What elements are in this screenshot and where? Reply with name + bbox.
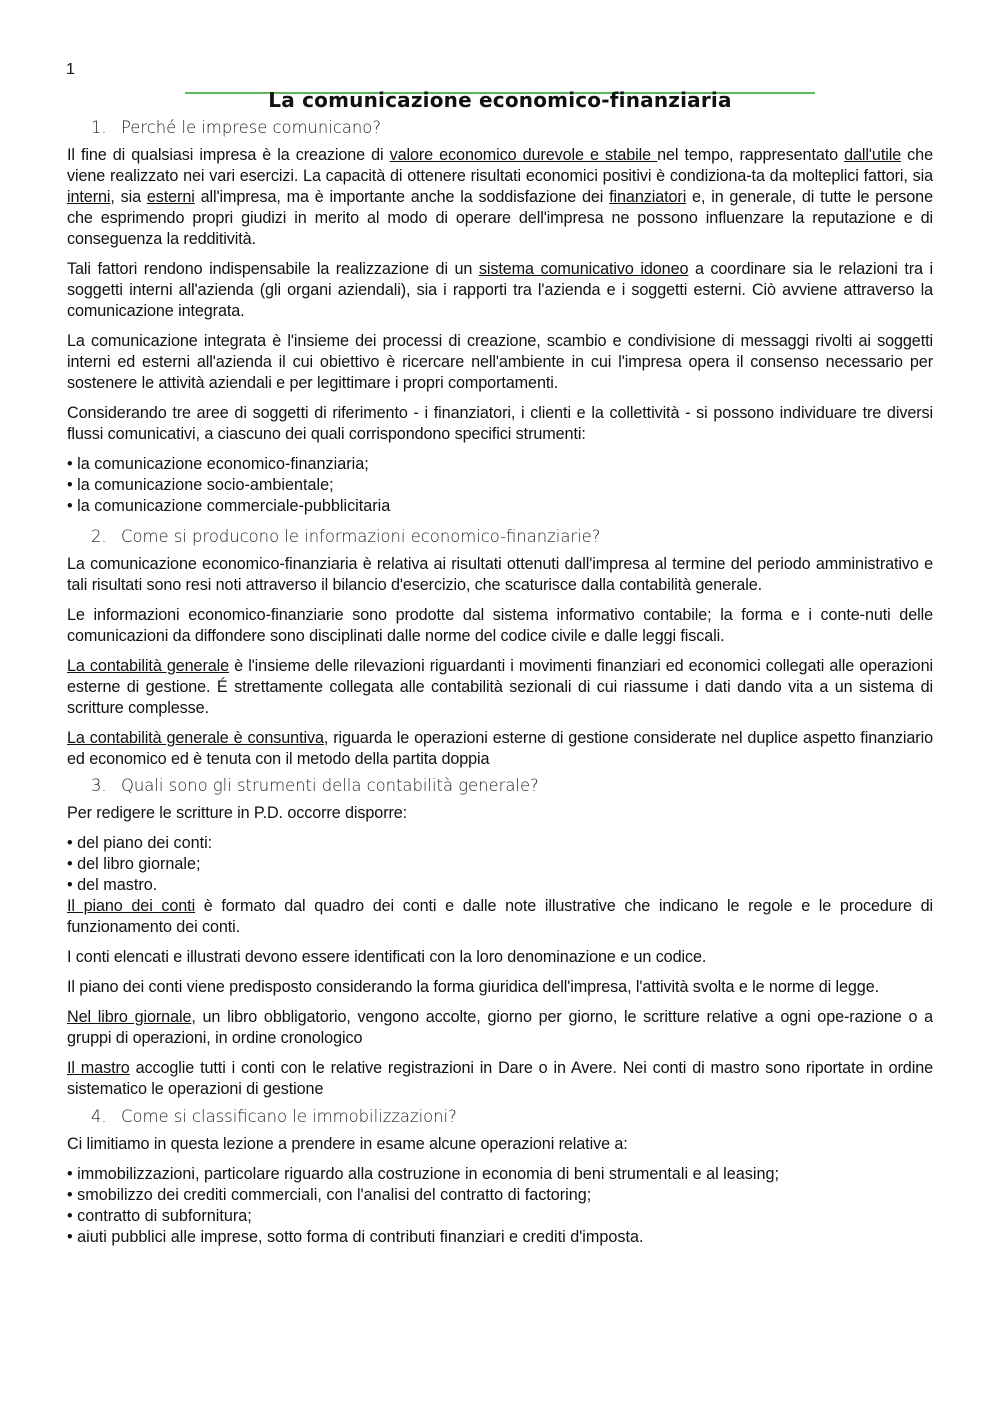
paragraph bbox=[67, 1058, 933, 1100]
text-run: all'impresa, ma è importante anche la soddisfazione dei bbox=[194, 188, 610, 206]
paragraph: I conti elencati e illustrati devono essere identificati con la loro denominazione e un codice. bbox=[67, 948, 707, 966]
bullet-list bbox=[67, 454, 933, 517]
bullet-list bbox=[67, 833, 933, 896]
section-number: 3. bbox=[91, 776, 107, 795]
underlined-term: Nel libro giornale bbox=[67, 1008, 192, 1026]
section-heading-2 bbox=[67, 526, 933, 548]
text-run: accoglie tutti i conti con le relative registrazioni in Dare o in Avere. Nei conti di mastro sono riportate in ordine sistematico le operazioni di gestione bbox=[67, 1059, 933, 1098]
list-item: • contratto di subfornitura; bbox=[67, 1206, 933, 1227]
section-heading-3 bbox=[67, 775, 933, 797]
list-item: • la comunicazione socio-ambientale; bbox=[67, 475, 933, 496]
paragraph bbox=[67, 728, 933, 770]
page-number: 1 bbox=[66, 61, 75, 78]
paragraph: Ci limitiamo in questa lezione a prendere in esame alcune operazioni relative a: bbox=[67, 1135, 628, 1153]
text-run: e, in generale, di tutte le persone che esprimendo propri giudizi in merito al modo di operare dell'impresa ne possono influenzare la reputazione e di conseguenza la redditività. bbox=[67, 188, 933, 248]
underlined-term: La contabilità generale bbox=[67, 657, 230, 675]
list-item: • la comunicazione commerciale-pubblicitaria bbox=[67, 496, 933, 517]
list-item: • immobilizzazioni, particolare riguardo alla costruzione in economia di beni strumentali e al leasing; bbox=[67, 1164, 933, 1185]
underlined-term: esterni bbox=[146, 188, 195, 206]
list-item: • del libro giornale; bbox=[67, 854, 933, 875]
section-number: 2. bbox=[91, 527, 107, 546]
paragraph: La comunicazione economico-finanziaria è relativa ai risultati ottenuti dall'impresa al termine del periodo amministrativo e tali risultati sono resi noti attraverso il bilancio d'esercizio, che scaturisce dalla contabilità generale. bbox=[67, 555, 933, 594]
list-item: • del mastro. bbox=[67, 875, 933, 896]
underlined-term: La contabilità generale è consuntiva bbox=[67, 729, 324, 747]
paragraph: La comunicazione integrata è l'insieme dei processi di creazione, scambio e condivisione di messaggi rivolti ai soggetti interni ed esterni all'azienda il cui obiettivo è ricercare nell'ambiente in cui l'impresa opera il consenso necessario per sostenere le attività aziendali e per legittimare i propri comportamenti. bbox=[67, 332, 933, 392]
underlined-term: Il mastro bbox=[67, 1059, 130, 1077]
document-body bbox=[67, 117, 933, 1257]
list-item: • la comunicazione economico-finanziaria; bbox=[67, 454, 933, 475]
text-run: , riguarda le operazioni esterne di gestione considerate nel duplice aspetto finanziario ed economico ed è tenuta con il metodo della partita doppia bbox=[67, 729, 933, 768]
section-number: 1. bbox=[91, 118, 107, 137]
section-title: Come si classificano le immobilizzazioni? bbox=[121, 1107, 457, 1126]
paragraph bbox=[67, 656, 933, 719]
text-run: è formato dal quadro dei conti e dalle note illustrative che indicano le regole e le procedure di funzionamento dei conti. bbox=[67, 897, 933, 936]
text-run: a coordinare sia le relazioni tra i soggetti interni all'azienda (gli organi aziendali), sia i rapporti tra l'azienda e i soggetti esterni. Ciò avviene attraverso la comunicazione integrata. bbox=[67, 260, 933, 320]
underlined-term: finanziatori bbox=[609, 188, 687, 206]
page-title: La comunicazione economico-finanziaria bbox=[268, 88, 732, 112]
underlined-term: sistema comunicativo idoneo bbox=[478, 260, 689, 278]
underlined-term: Il piano dei conti bbox=[67, 897, 196, 915]
list-item: • del piano dei conti: bbox=[67, 833, 933, 854]
text-run: è l'insieme delle rilevazioni riguardanti i movimenti finanziari ed economici collegati alle operazioni esterne di gestione. É strettamente collegata alle contabilità sezionali di cui riassume i dati dando vita a un sistema di scritture complesse. bbox=[67, 657, 933, 717]
paragraph bbox=[67, 896, 933, 938]
paragraph bbox=[67, 145, 933, 250]
text-run: Tali fattori rendono indispensabile la realizzazione di un bbox=[67, 260, 479, 278]
list-item: • aiuti pubblici alle imprese, sotto forma di contributi finanziari e crediti d'imposta. bbox=[67, 1227, 933, 1248]
text-run: , un libro obbligatorio, vengono accolte, giorno per giorno, le scritture relative a ogni ope-razione o a gruppi di operazioni, in ordine cronologico bbox=[67, 1008, 933, 1047]
underlined-term: dall'utile bbox=[844, 146, 902, 164]
section-title: Quali sono gli strumenti della contabilità generale? bbox=[121, 776, 539, 795]
underlined-term: interni bbox=[67, 188, 111, 206]
list-item: • smobilizzo dei crediti commerciali, con l'analisi del contratto di factoring; bbox=[67, 1185, 933, 1206]
text-run: nel tempo, rappresentato bbox=[657, 146, 845, 164]
section-heading-1 bbox=[67, 117, 933, 139]
section-number: 4. bbox=[91, 1107, 107, 1126]
paragraph: Il piano dei conti viene predisposto considerando la forma giuridica dell'impresa, l'attività svolta e le norme di legge. bbox=[67, 978, 880, 996]
text-run: che viene realizzato nei vari esercizi. La capacità di ottenere risultati economici positivi è condiziona-ta da molteplici fattori, sia bbox=[67, 146, 933, 185]
paragraph bbox=[67, 1007, 933, 1049]
paragraph: Considerando tre aree di soggetti di riferimento - i finanziatori, i clienti e la collettività - si possono individuare tre diversi flussi comunicativi, a ciascuno dei quali corrispondono specifici strumenti: bbox=[67, 404, 933, 443]
section-title: Come si producono le informazioni economico-finanziarie? bbox=[121, 527, 601, 546]
paragraph: Per redigere le scritture in P.D. occorre disporre: bbox=[67, 804, 408, 822]
section-title: Perché le imprese comunicano? bbox=[121, 118, 382, 137]
text-run: , sia bbox=[110, 188, 147, 206]
paragraph: Le informazioni economico-finanziarie sono prodotte dal sistema informativo contabile; la forma e i conte-nuti delle comunicazioni da diffondere sono disciplinati dalle norme del codice civile e dalle leggi fiscali. bbox=[67, 606, 933, 645]
bullet-list bbox=[67, 1164, 933, 1248]
section-heading-4 bbox=[67, 1106, 933, 1128]
text-run: Il fine di qualsiasi impresa è la creazione di bbox=[67, 146, 390, 164]
underlined-term: valore economico durevole e stabile bbox=[389, 146, 658, 164]
paragraph bbox=[67, 259, 933, 322]
